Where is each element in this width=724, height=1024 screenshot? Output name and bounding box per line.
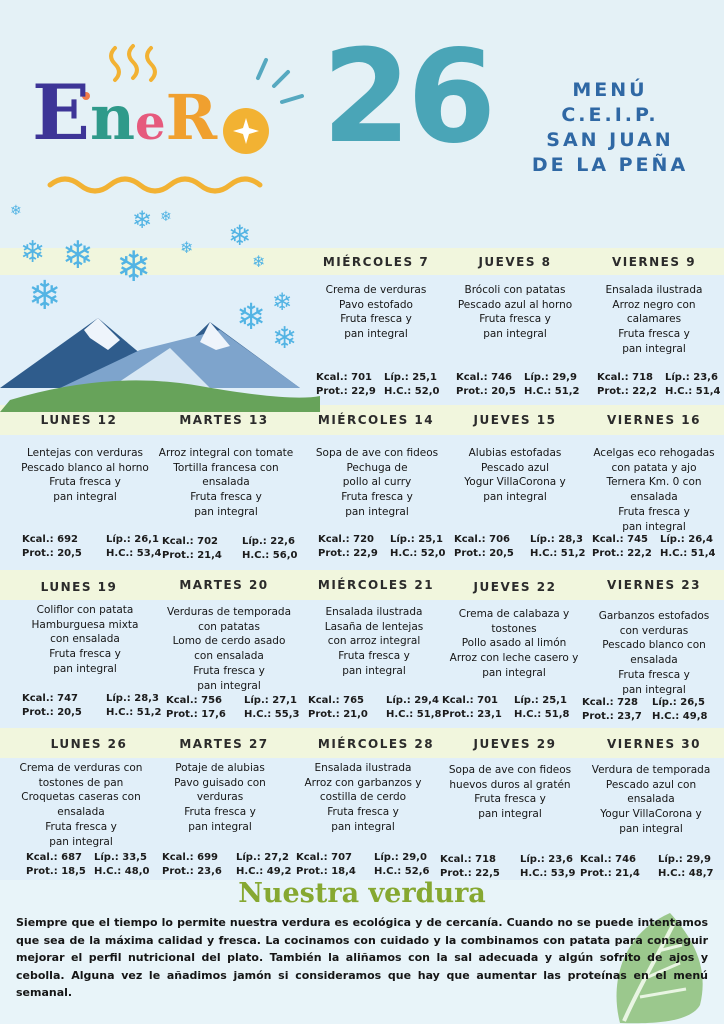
day-header: JUEVES 22	[473, 580, 557, 594]
day-header: LUNES 12	[40, 413, 118, 427]
menu-cell: Ensalada ilustrada Arroz con garbanzos y costilla de cerdo Fruta fresca y pan integral	[304, 762, 422, 833]
snowflake-icon: ❄	[20, 235, 46, 270]
snowflake-icon: ❄	[28, 273, 62, 319]
snowflake-icon: ❄	[180, 238, 194, 257]
snowflake-icon: ❄	[62, 233, 94, 277]
school-line: C.E.I.P.	[561, 104, 659, 126]
nutrition-info: Kcal.: 701 Líp.: 25,1 Prot.: 23,1 H.C.: 51,8	[442, 695, 570, 720]
winter-illustration	[0, 200, 320, 420]
menu-cell: Brócoli con patatas Pescado azul al horno Fruta fresca y pan integral	[457, 284, 573, 341]
nutrition-info: Kcal.: 720 Líp.: 25,1 Prot.: 22,9 H.C.: 52,0	[318, 534, 446, 559]
menu-cell: Verduras de temporada con patatas Lomo de cerdo asado con ensalada Fruta fresca y pan integral	[166, 606, 292, 692]
day-header: MIÉRCOLES 14	[317, 413, 435, 427]
day-header: MARTES 27	[179, 737, 269, 751]
day-header: MIÉRCOLES 21	[317, 578, 435, 592]
snowflake-icon: ❄	[116, 242, 152, 291]
day-header: LUNES 19	[40, 580, 118, 594]
snowflake-icon: ❄	[252, 252, 266, 271]
menu-cell: Garbanzos estofados con verduras Pescado blanco con ensalada Fruta fresca y pan integral	[598, 610, 710, 696]
menu-cell: Acelgas eco rehogadas con patata y ajo Ternera Km. 0 con ensalada Fruta fresca y pan integral	[593, 447, 715, 533]
day-header: LUNES 26	[50, 737, 128, 751]
nutrition-info: Kcal.: 702 Líp.: 22,6 Prot.: 21,4 H.C.: 56,0	[162, 536, 298, 561]
nutrition-info: Kcal.: 687 Líp.: 33,5 Prot.: 18,5 H.C.: 48,0	[26, 852, 150, 877]
day-header: MIÉRCOLES 28	[317, 737, 435, 751]
nutrition-info: Kcal.: 745 Líp.: 26,4 Prot.: 22,2 H.C.: 51,4	[592, 534, 716, 559]
school-line: MENÚ	[572, 79, 648, 101]
menu-cell: Alubias estofadas Pescado azul Yogur VillaCorona y pan integral	[464, 447, 566, 504]
nutrition-info: Kcal.: 718 Líp.: 23,6 Prot.: 22,5 H.C.: 53,9	[440, 854, 576, 879]
day-header: MARTES 20	[179, 578, 269, 592]
day-header: JUEVES 15	[473, 413, 557, 427]
menu-cell: Ensalada ilustrada Arroz negro con calamares Fruta fresca y pan integral	[605, 284, 703, 355]
nutrition-info: Kcal.: 706 Líp.: 28,3 Prot.: 20,5 H.C.: 51,2	[454, 534, 586, 559]
menu-cell: Verdura de temporada Pescado azul con ensalada Yogur VillaCorona y pan integral	[591, 764, 711, 835]
day-header: MARTES 13	[179, 413, 269, 427]
day-header: VIERNES 30	[607, 737, 701, 751]
nutrition-info: Kcal.: 756 Líp.: 27,1 Prot.: 17,6 H.C.: 55,3	[166, 695, 300, 720]
nutrition-info: Kcal.: 699 Líp.: 27,2 Prot.: 23,6 H.C.: 49,2	[162, 852, 292, 877]
school-name	[512, 78, 708, 178]
snowflake-icon: ❄	[132, 206, 153, 234]
vegetable-section-title: Nuestra verdura	[238, 878, 486, 909]
menu-cell: Crema de verduras con tostones de pan Croquetas caseras con ensalada Fruta fresca y pan integral	[19, 762, 143, 848]
nutrition-info: Kcal.: 746 Líp.: 29,9 Prot.: 20,5 H.C.: 51,2	[456, 372, 580, 397]
menu-cell: Potaje de alubias Pavo guisado con verduras Fruta fresca y pan integral	[174, 762, 266, 833]
snowflake-icon: ❄	[228, 219, 252, 252]
menu-cell: Sopa de ave con fideos huevos duros al gratén Fruta fresca y pan integral	[448, 764, 572, 821]
day-header: JUEVES 8	[478, 255, 552, 269]
snowflake-icon: ❄	[272, 288, 293, 316]
snowflake-icon: ❄	[272, 321, 298, 356]
nutrition-info: Kcal.: 746 Líp.: 29,9 Prot.: 21,4 H.C.: 48,7	[580, 854, 714, 879]
day-header: VIERNES 9	[611, 255, 697, 269]
vegetable-description: Siempre que el tiempo lo permite nuestra verdura es ecológica y de cercanía. Cuando no se puede intentamos que sea de la máxima calidad y fresca. La cocinamos con cuidado y la combinamos con patata para conseguir mejorar el perfil nutricional del plato. También la aliñamos con la sal adecuada y algún sofrito de ajos y cebolla. Alguna vez le añadimos jamón si consideramos que hay que aumentar las proteínas en el menú semanal.	[16, 916, 708, 999]
menu-cell: Arroz integral con tomate Tortilla francesa con ensalada Fruta fresca y pan integral	[158, 447, 294, 518]
school-line: DE LA PEÑA	[531, 154, 689, 176]
nutrition-info: Kcal.: 747 Líp.: 28,3 Prot.: 20,5 H.C.: 51,2	[22, 693, 162, 718]
mountains	[0, 200, 320, 420]
day-header: JUEVES 29	[473, 737, 557, 751]
snowflake-icon: ❄	[160, 209, 172, 225]
menu-cell: Lentejas con verduras Pescado blanco al horno Fruta fresca y pan integral	[21, 447, 149, 504]
month-word: EneR	[32, 68, 218, 157]
nutrition-info: Kcal.: 718 Líp.: 23,6 Prot.: 22,2 H.C.: 51,4	[597, 372, 721, 397]
nutrition-info: Kcal.: 701 Líp.: 25,1 Prot.: 22,9 H.C.: 52,0	[316, 372, 440, 397]
menu-cell: Coliflor con patata Hamburguesa mixta con ensalada Fruta fresca y pan integral	[31, 604, 139, 675]
month-title	[20, 30, 320, 210]
day-header: MIÉRCOLES 7	[322, 255, 430, 269]
day-header: VIERNES 16	[607, 413, 701, 427]
menu-cell: Sopa de ave con fideos Pechuga de pollo al curry Fruta fresca y pan integral	[315, 447, 439, 518]
nutrition-info: Kcal.: 728 Líp.: 26,5 Prot.: 23,7 H.C.: 49,8	[582, 697, 708, 722]
nutrition-info: Kcal.: 765 Líp.: 29,4 Prot.: 21,0 H.C.: 51,8	[308, 695, 442, 720]
snowflake-icon: ❄	[10, 203, 22, 219]
day-header: VIERNES 23	[607, 578, 701, 592]
year: 26	[322, 23, 493, 172]
nutrition-info: Kcal.: 692 Líp.: 26,1 Prot.: 20,5 H.C.: 53,4	[22, 534, 162, 559]
menu-cell: Ensalada ilustrada Lasaña de lentejas con arroz integral Fruta fresca y pan integral	[324, 606, 424, 677]
menu-cell: Crema de calabaza y tostones Pollo asado al limón Arroz con leche casero y pan integral	[449, 608, 579, 679]
school-line: SAN JUAN	[546, 129, 674, 151]
menu-cell: Crema de verduras Pavo estofado Fruta fresca y pan integral	[325, 284, 427, 341]
snowflake-icon: ❄	[236, 297, 267, 338]
nutrition-info: Kcal.: 707 Líp.: 29,0 Prot.: 18,4 H.C.: 52,6	[296, 852, 430, 877]
